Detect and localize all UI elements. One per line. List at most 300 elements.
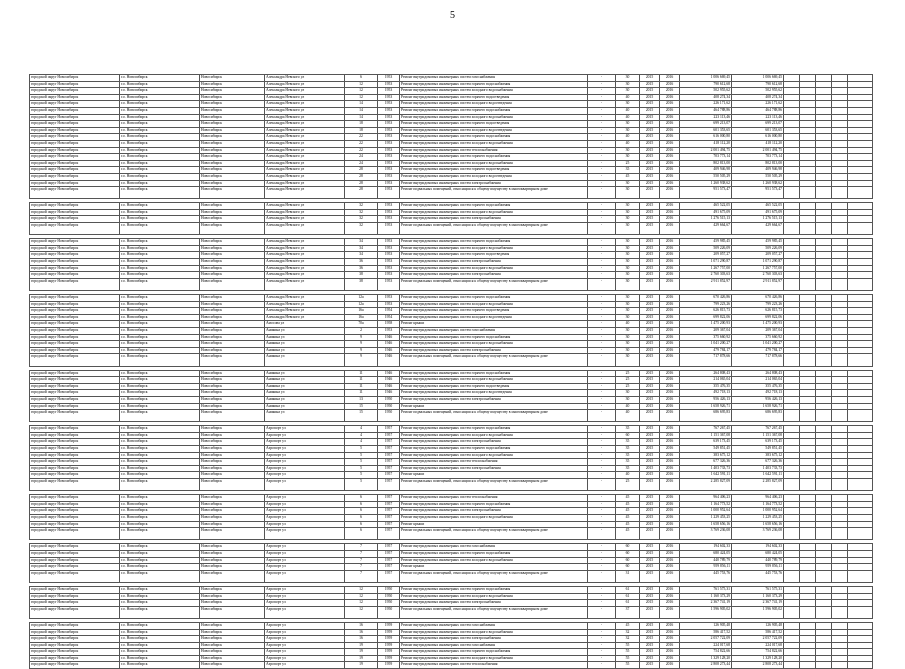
- empty-cell: [832, 495, 848, 502]
- dash-cell: -: [588, 642, 616, 649]
- total-cost-cell: 1 475 200,93: [732, 321, 784, 328]
- dash-cell: -: [588, 334, 616, 341]
- locality-cell: Новосибирск: [200, 334, 265, 341]
- work-type-cell: Ремонт подвальных помещений, относящихся к общему имуществу в многоквартирном доме: [400, 223, 588, 235]
- work-type-cell: Ремонт внутридомовых инженерных систем горячего водоснабжения: [400, 134, 588, 141]
- dash-cell: -: [588, 187, 616, 199]
- empty-cell: [800, 465, 816, 472]
- cost-cell: 1 642 591,11: [680, 472, 732, 479]
- city-cell: г.о. Новосибирск: [120, 544, 200, 551]
- city-cell: г.о. Новосибирск: [120, 321, 200, 328]
- end-year-cell: 2016: [660, 508, 680, 515]
- empty-cell: [784, 479, 800, 491]
- house-cell: 16: [345, 629, 378, 636]
- empty-cell: [848, 334, 873, 341]
- table-row: [30, 446, 873, 453]
- total-cost-cell: 802 813,00: [732, 160, 784, 167]
- empty-cell: [816, 432, 832, 439]
- locality-cell: Новосибирск: [200, 354, 265, 366]
- table-row: [30, 465, 873, 472]
- table-row: [30, 370, 873, 377]
- dash-cell: -: [588, 94, 616, 101]
- locality-cell: Новосибирск: [200, 94, 265, 101]
- empty-cell: [848, 629, 873, 636]
- locality-cell: Новосибирск: [200, 528, 265, 540]
- year-cell: 1954: [378, 308, 400, 315]
- work-type-cell: Ремонт внутридомовых инженерных систем электроснабжения: [400, 439, 588, 446]
- house-cell: 6: [345, 528, 378, 540]
- start-year-cell: 2015: [640, 160, 660, 167]
- empty-cell: [784, 321, 800, 328]
- locality-cell: Новосибирск: [200, 216, 265, 223]
- empty-cell: [848, 354, 873, 366]
- service-life-cell: 30: [616, 75, 640, 82]
- locality-cell: Новосибирск: [200, 180, 265, 187]
- start-year-cell: 2015: [640, 629, 660, 636]
- year-cell: 1957: [378, 459, 400, 466]
- empty-cell: [784, 495, 800, 502]
- street-cell: Александра Невского ул: [265, 187, 345, 199]
- empty-cell: [784, 245, 800, 252]
- empty-cell: [848, 223, 873, 235]
- city-cell: г.о. Новосибирск: [120, 600, 200, 607]
- service-life-cell: 30: [616, 265, 640, 272]
- city-cell: г.о. Новосибирск: [120, 629, 200, 636]
- table-row: [30, 252, 873, 259]
- empty-cell: [816, 472, 832, 479]
- work-type-cell: Ремонт внутридомовых инженерных систем холодного водоснабжения: [400, 160, 588, 167]
- empty-cell: [832, 528, 848, 540]
- empty-cell: [800, 347, 816, 354]
- dash-cell: -: [588, 629, 616, 636]
- cost-cell: 1 329 128,20: [680, 655, 732, 662]
- empty-cell: [800, 550, 816, 557]
- table-row: [30, 308, 873, 315]
- service-life-cell: 60: [616, 550, 640, 557]
- empty-cell: [800, 88, 816, 95]
- empty-cell: [784, 341, 800, 348]
- empty-cell: [800, 528, 816, 540]
- dash-cell: -: [588, 140, 616, 147]
- empty-cell: [832, 216, 848, 223]
- service-life-cell: 30: [616, 187, 640, 199]
- empty-cell: [848, 121, 873, 128]
- district-cell: городской округ Новосибирск: [30, 649, 120, 656]
- start-year-cell: 2015: [640, 528, 660, 540]
- year-cell: 1950: [378, 606, 400, 618]
- house-cell: 6: [345, 508, 378, 515]
- empty-cell: [832, 642, 848, 649]
- empty-cell: [816, 88, 832, 95]
- empty-cell: [848, 662, 873, 669]
- total-cost-cell: 1 596 905,02: [732, 606, 784, 618]
- house-cell: 11: [345, 383, 378, 390]
- year-cell: 1950: [378, 600, 400, 607]
- locality-cell: Новосибирск: [200, 465, 265, 472]
- district-cell: городской округ Новосибирск: [30, 134, 120, 141]
- cost-cell: 383 675,12: [680, 452, 732, 459]
- street-cell: Александра Невского ул: [265, 223, 345, 235]
- empty-cell: [816, 180, 832, 187]
- start-year-cell: 2015: [640, 134, 660, 141]
- end-year-cell: 2016: [660, 245, 680, 252]
- work-type-cell: Ремонт внутридомовых инженерных систем электроснабжения: [400, 347, 588, 354]
- empty-cell: [800, 154, 816, 161]
- empty-cell: [848, 94, 873, 101]
- empty-cell: [800, 127, 816, 134]
- end-year-cell: 2016: [660, 187, 680, 199]
- house-cell: 18: [345, 127, 378, 134]
- house-cell: 9: [345, 347, 378, 354]
- house-cell: 32: [345, 216, 378, 223]
- empty-cell: [800, 586, 816, 593]
- street-cell: Александра Невского ул: [265, 301, 345, 308]
- table-row: [30, 167, 873, 174]
- empty-cell: [832, 265, 848, 272]
- end-year-cell: 2016: [660, 377, 680, 384]
- year-cell: 1957: [378, 508, 400, 515]
- house-cell: 18: [345, 121, 378, 128]
- year-cell: 1953: [378, 245, 400, 252]
- house-cell: 19: [345, 655, 378, 662]
- dash-cell: -: [588, 606, 616, 618]
- start-year-cell: 2015: [640, 446, 660, 453]
- empty-cell: [832, 252, 848, 259]
- table-row: [30, 396, 873, 403]
- street-cell: Аникина ул: [265, 403, 345, 410]
- year-cell: 1953: [378, 278, 400, 290]
- table-row: [30, 439, 873, 446]
- table-row: [30, 81, 873, 88]
- total-cost-cell: 639 173,45: [732, 439, 784, 446]
- empty-cell: [816, 121, 832, 128]
- empty-cell: [800, 216, 816, 223]
- locality-cell: Новосибирск: [200, 295, 265, 302]
- service-life-cell: 45: [616, 495, 640, 502]
- city-cell: г.о. Новосибирск: [120, 528, 200, 540]
- empty-cell: [816, 187, 832, 199]
- dash-cell: -: [588, 265, 616, 272]
- year-cell: 1953: [378, 173, 400, 180]
- end-year-cell: 2016: [660, 160, 680, 167]
- work-type-cell: Ремонт внутридомовых инженерных систем холодного водоснабжения: [400, 140, 588, 147]
- district-cell: городской округ Новосибирск: [30, 593, 120, 600]
- empty-cell: [816, 622, 832, 629]
- service-life-cell: 30: [616, 272, 640, 279]
- empty-cell: [784, 203, 800, 210]
- empty-cell: [800, 383, 816, 390]
- empty-cell: [816, 383, 832, 390]
- work-type-cell: Ремонт подвальных помещений, относящихся к общему имуществу в многоквартирном доме: [400, 187, 588, 199]
- empty-cell: [832, 370, 848, 377]
- table-row: [30, 121, 873, 128]
- empty-cell: [848, 252, 873, 259]
- empty-cell: [784, 642, 800, 649]
- dash-cell: -: [588, 636, 616, 643]
- district-cell: городской округ Новосибирск: [30, 114, 120, 121]
- table-row: [30, 88, 873, 95]
- start-year-cell: 2015: [640, 636, 660, 643]
- work-type-cell: Ремонт внутридомовых инженерных систем электроснабжения: [400, 216, 588, 223]
- dash-cell: -: [588, 465, 616, 472]
- cost-cell: 699 213,07: [680, 121, 732, 128]
- year-cell: 1957: [378, 528, 400, 540]
- work-type-cell: Ремонт крыши: [400, 521, 588, 528]
- year-cell: 1950: [378, 396, 400, 403]
- service-life-cell: 55: [616, 642, 640, 649]
- empty-cell: [816, 308, 832, 315]
- house-cell: 16а: [345, 308, 378, 315]
- end-year-cell: 2016: [660, 121, 680, 128]
- table-row: [30, 127, 873, 134]
- city-cell: г.о. Новосибирск: [120, 465, 200, 472]
- empty-cell: [832, 121, 848, 128]
- empty-cell: [816, 259, 832, 266]
- total-cost-cell: 670 426,86: [732, 295, 784, 302]
- dash-cell: -: [588, 515, 616, 522]
- locality-cell: Новосибирск: [200, 606, 265, 618]
- table-row: [30, 173, 873, 180]
- cost-cell: 717 878,66: [680, 354, 732, 366]
- total-cost-cell: 616 000,80: [732, 134, 784, 141]
- table-row: [30, 107, 873, 114]
- empty-cell: [784, 101, 800, 108]
- empty-cell: [784, 88, 800, 95]
- work-type-cell: Ремонт внутридомовых инженерных систем холодного водоснабжения: [400, 209, 588, 216]
- dash-cell: -: [588, 439, 616, 446]
- empty-cell: [816, 209, 832, 216]
- work-type-cell: Ремонт внутридомовых инженерных систем газоснабжения: [400, 544, 588, 551]
- work-type-cell: Ремонт внутридомовых инженерных систем горячего водоснабжения: [400, 426, 588, 433]
- house-cell: 28: [345, 180, 378, 187]
- empty-cell: [816, 452, 832, 459]
- dash-cell: -: [588, 446, 616, 453]
- empty-cell: [832, 272, 848, 279]
- dash-cell: -: [588, 501, 616, 508]
- end-year-cell: 2016: [660, 636, 680, 643]
- empty-cell: [816, 160, 832, 167]
- empty-cell: [784, 521, 800, 528]
- start-year-cell: 2015: [640, 495, 660, 502]
- empty-cell: [832, 501, 848, 508]
- empty-cell: [816, 459, 832, 466]
- cost-cell: 1 658 926,71: [680, 403, 732, 410]
- empty-cell: [784, 528, 800, 540]
- house-cell: 12: [345, 593, 378, 600]
- empty-cell: [800, 629, 816, 636]
- total-cost-cell: 1 164 773,52: [732, 501, 784, 508]
- work-type-cell: Ремонт внутридомовых инженерных систем электроснабжения: [400, 396, 588, 403]
- street-cell: Аникина ул: [265, 383, 345, 390]
- total-cost-cell: 2 057 722,09: [732, 636, 784, 643]
- total-cost-cell: 761 575,31: [732, 586, 784, 593]
- empty-cell: [816, 662, 832, 669]
- empty-cell: [784, 557, 800, 564]
- empty-cell: [816, 347, 832, 354]
- house-cell: 32: [345, 209, 378, 216]
- city-cell: г.о. Новосибирск: [120, 81, 200, 88]
- work-type-cell: Ремонт внутридомовых инженерных систем холодного водоснабжения: [400, 377, 588, 384]
- house-cell: 12: [345, 81, 378, 88]
- house-cell: 2: [345, 327, 378, 334]
- empty-cell: [848, 479, 873, 491]
- empty-cell: [816, 94, 832, 101]
- total-cost-cell: 2 911 852,97: [732, 278, 784, 290]
- empty-cell: [816, 629, 832, 636]
- service-life-cell: 30: [616, 327, 640, 334]
- year-cell: 1957: [378, 501, 400, 508]
- table-row: [30, 94, 873, 101]
- work-type-cell: Ремонт внутридомовых инженерных систем холодного водоснабжения: [400, 655, 588, 662]
- empty-cell: [848, 600, 873, 607]
- dash-cell: -: [588, 203, 616, 210]
- total-cost-cell: 2 760 303,63: [732, 272, 784, 279]
- house-cell: 15: [345, 403, 378, 410]
- street-cell: Александра Невского ул: [265, 75, 345, 82]
- empty-cell: [816, 127, 832, 134]
- service-life-cell: 30: [616, 154, 640, 161]
- cost-cell: 375 660,92: [680, 334, 732, 341]
- total-cost-cell: 1 658 926,71: [732, 403, 784, 410]
- city-cell: г.о. Новосибирск: [120, 173, 200, 180]
- dash-cell: -: [588, 347, 616, 354]
- empty-cell: [848, 160, 873, 167]
- year-cell: 1953: [378, 88, 400, 95]
- empty-cell: [848, 173, 873, 180]
- end-year-cell: 2016: [660, 472, 680, 479]
- house-cell: 11: [345, 370, 378, 377]
- start-year-cell: 2015: [640, 81, 660, 88]
- work-type-cell: Ремонт подвальных помещений, относящихся к общему имуществу в многоквартирном доме: [400, 528, 588, 540]
- city-cell: г.о. Новосибирск: [120, 390, 200, 397]
- house-cell: 7: [345, 570, 378, 582]
- empty-cell: [848, 370, 873, 377]
- district-cell: городской округ Новосибирск: [30, 75, 120, 82]
- dash-cell: -: [588, 622, 616, 629]
- empty-cell: [800, 495, 816, 502]
- table-row: [30, 334, 873, 341]
- table-row: [30, 564, 873, 571]
- district-cell: городской округ Новосибирск: [30, 154, 120, 161]
- empty-cell: [832, 521, 848, 528]
- cost-cell: 223 113,46: [680, 114, 732, 121]
- dash-cell: -: [588, 544, 616, 551]
- district-cell: городской округ Новосибирск: [30, 439, 120, 446]
- year-cell: 1953: [378, 203, 400, 210]
- year-cell: 1950: [378, 586, 400, 593]
- empty-cell: [800, 636, 816, 643]
- street-cell: Александра Невского ул: [265, 278, 345, 290]
- locality-cell: Новосибирск: [200, 121, 265, 128]
- locality-cell: Новосибирск: [200, 410, 265, 422]
- empty-cell: [816, 586, 832, 593]
- district-cell: городской округ Новосибирск: [30, 495, 120, 502]
- end-year-cell: 2016: [660, 308, 680, 315]
- end-year-cell: 2016: [660, 403, 680, 410]
- start-year-cell: 2015: [640, 377, 660, 384]
- house-cell: 28: [345, 187, 378, 199]
- year-cell: 1959: [378, 622, 400, 629]
- empty-cell: [832, 593, 848, 600]
- service-life-cell: 30: [616, 301, 640, 308]
- total-cost-cell: 964 406,23: [732, 495, 784, 502]
- empty-cell: [784, 564, 800, 571]
- empty-cell: [784, 383, 800, 390]
- start-year-cell: 2015: [640, 354, 660, 366]
- empty-cell: [784, 655, 800, 662]
- total-cost-cell: 479 784,17: [732, 347, 784, 354]
- district-cell: городской округ Новосибирск: [30, 403, 120, 410]
- house-cell: 4: [345, 439, 378, 446]
- year-cell: 1957: [378, 426, 400, 433]
- total-cost-cell: 699 213,07: [732, 121, 784, 128]
- empty-cell: [816, 301, 832, 308]
- empty-cell: [816, 341, 832, 348]
- year-cell: 1957: [378, 465, 400, 472]
- district-cell: городской округ Новосибирск: [30, 383, 120, 390]
- service-life-cell: 32: [616, 629, 640, 636]
- empty-cell: [800, 515, 816, 522]
- total-cost-cell: 703 773,14: [732, 154, 784, 161]
- empty-cell: [800, 479, 816, 491]
- start-year-cell: 2015: [640, 600, 660, 607]
- empty-cell: [832, 459, 848, 466]
- service-life-cell: 25: [616, 479, 640, 491]
- service-life-cell: 35: [616, 167, 640, 174]
- work-type-cell: Ремонт внутридомовых инженерных систем холодного водоснабжения: [400, 557, 588, 564]
- year-cell: 1946: [378, 383, 400, 390]
- service-life-cell: 30: [616, 239, 640, 246]
- end-year-cell: 2016: [660, 396, 680, 403]
- empty-cell: [832, 245, 848, 252]
- district-cell: городской округ Новосибирск: [30, 390, 120, 397]
- locality-cell: Новосибирск: [200, 239, 265, 246]
- cost-cell: 959 856,11: [680, 564, 732, 571]
- house-cell: 9: [345, 334, 378, 341]
- locality-cell: Новосибирск: [200, 140, 265, 147]
- cost-cell: 626 815,73: [680, 308, 732, 315]
- start-year-cell: 2015: [640, 347, 660, 354]
- district-cell: городской округ Новосибирск: [30, 521, 120, 528]
- start-year-cell: 2015: [640, 508, 660, 515]
- empty-cell: [800, 321, 816, 328]
- total-cost-cell: 1 160 373,29: [732, 593, 784, 600]
- year-cell: 1953: [378, 101, 400, 108]
- table-row: [30, 636, 873, 643]
- empty-cell: [816, 600, 832, 607]
- empty-cell: [784, 81, 800, 88]
- end-year-cell: 2016: [660, 410, 680, 422]
- end-year-cell: 2016: [660, 223, 680, 235]
- street-cell: Александра Невского ул: [265, 94, 345, 101]
- year-cell: 1953: [378, 265, 400, 272]
- year-cell: 1946: [378, 347, 400, 354]
- empty-cell: [832, 295, 848, 302]
- service-life-cell: 40: [616, 140, 640, 147]
- dash-cell: -: [588, 101, 616, 108]
- district-cell: городской округ Новосибирск: [30, 265, 120, 272]
- empty-cell: [848, 327, 873, 334]
- total-cost-cell: 956 426,13: [732, 396, 784, 403]
- district-cell: городской округ Новосибирск: [30, 446, 120, 453]
- city-cell: г.о. Новосибирск: [120, 593, 200, 600]
- empty-cell: [800, 426, 816, 433]
- total-cost-cell: 549 851,45: [732, 446, 784, 453]
- work-type-cell: Ремонт крыши: [400, 403, 588, 410]
- work-type-cell: Ремонт внутридомовых инженерных систем горячего водоснабжения: [400, 239, 588, 246]
- city-cell: г.о. Новосибирск: [120, 432, 200, 439]
- year-cell: 1959: [378, 642, 400, 649]
